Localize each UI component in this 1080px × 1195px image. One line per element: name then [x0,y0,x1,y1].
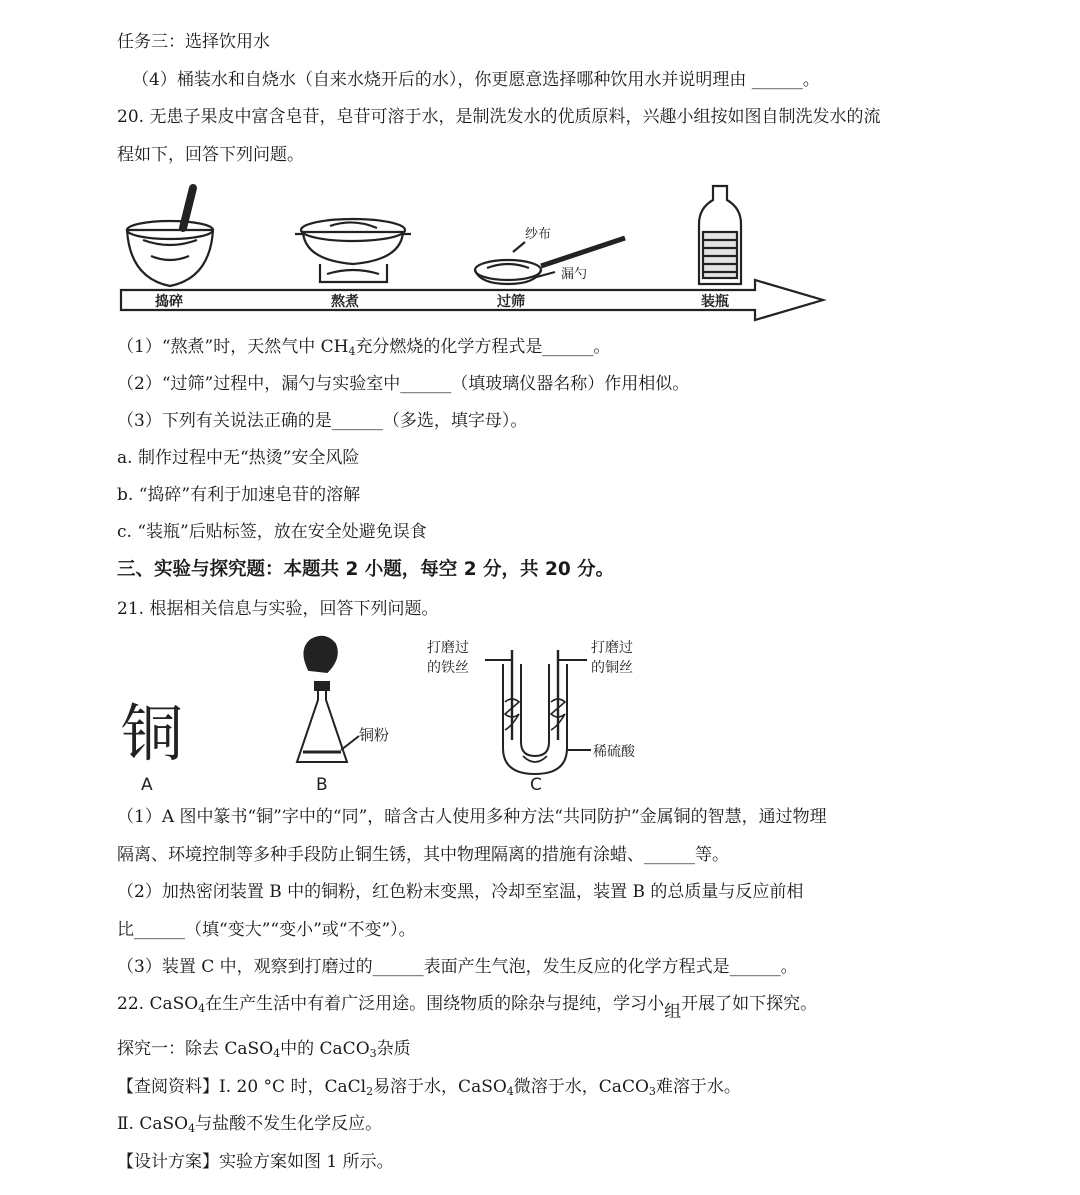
section-3-heading: 三、实验与探究题：本题共 2 小题，每空 2 分，共 20 分。 [117,559,615,580]
flow-step-3: 过筛 [497,294,525,310]
label-ladle: 漏勺 [561,267,588,282]
mortar-pestle-icon [127,188,213,286]
flask-balloon-icon [297,637,359,762]
question-20-line1: 20. 无患子果皮中富含皂苷，皂苷可溶于水，是制洗发水的优质原料，兴趣小组按如图自制洗发水的流 [117,107,881,127]
question-21-1-line2: 隔离、环境控制等多种手段防止铜生锈，其中物理隔离的措施有涂蜡、______等。 [117,845,729,865]
flow-step-2: 熬煮 [331,294,359,310]
option-a: a. 制作过程中无“热烫”安全风险 [117,448,360,468]
figure-label-a: A [141,775,153,795]
task3-title: 任务三：选择饮用水 [117,32,270,52]
pot-stove-icon [295,219,411,282]
question-20-2: （2）“过筛”过程中，漏勺与实验室中______（填玻璃仪器名称）作用相似。 [117,374,690,394]
experiment-21-figure [115,630,675,795]
figure-label-c: C [530,775,542,795]
bottle-icon [699,186,741,284]
label-gauze: 纱布 [525,227,552,242]
label-dilute-acid: 稀硫酸 [593,744,635,760]
question-21-2-line1: （2）加热密闭装置 B 中的铜粉，红色粉末变黑，冷却至室温，装置 B 的总质量与反应前相 [117,882,804,902]
info-1: 【查阅资料】Ⅰ. 20 °C 时，CaCl$_2$易溶于水，CaSO$_4$微溶于水，CaCO$_3$难溶于水。 [117,1077,741,1098]
option-b: b. “捣碎”有利于加速皂苷的溶解 [117,485,361,505]
flow-step-4: 装瓶 [701,294,729,310]
label-iron-wire-2: 的铁丝 [427,660,469,676]
question-20-3: （3）下列有关说法正确的是______（多选，填字母）。 [117,411,528,431]
question-20-1: （1）“熬煮”时，天然气中 $CH_4$充分燃烧的化学方程式是______。 [117,337,611,358]
question-21-3: （3）装置 C 中，观察到打磨过的______表面产生气泡，发生反应的化学方程式是______。 [117,957,798,977]
question-21: 21. 根据相关信息与实验，回答下列问题。 [117,599,439,619]
info-2: Ⅱ. CaSO$_4$与盐酸不发生化学反应。 [117,1114,383,1135]
question-22: 22. CaSO$_4$在生产生活中有着广泛用途。围绕物质的除杂与提纯，学习小组开展了如下探究。 [117,994,818,1022]
option-c: c. “装瓶”后贴标签，放在安全处避免误食 [117,522,427,542]
figure-label-b: B [316,775,328,795]
question-20-line2: 程如下，回答下列问题。 [117,145,304,165]
label-iron-wire-1: 打磨过 [427,640,469,656]
seal-character-tong: 铜 [121,697,184,770]
label-copper-wire-1: 打磨过 [591,640,633,656]
question-21-1-line1: （1）A 图中篆书“铜”字中的“同”，暗含古人使用多种方法“共同防护”金属铜的智慧，通过物理 [117,807,827,827]
label-copper-wire-2: 的铜丝 [591,660,633,676]
label-copper-powder: 铜粉 [359,726,390,744]
question-4: （4）桶装水和自烧水（自来水烧开后的水），你更愿意选择哪种饮用水并说明理由 ______。 [132,70,820,90]
sieve-ladle-icon [475,238,625,284]
question-21-2-line2: 比______（填“变大”“变小”或“不变”）。 [117,920,416,940]
shampoo-flow-figure [115,180,830,325]
exploration-1: 探究一：除去 CaSO$_4$中的 CaCO$_3$杂质 [117,1039,411,1060]
design-plan: 【设计方案】实验方案如图 1 所示。 [117,1152,394,1172]
u-tube-icon [485,650,591,774]
flow-step-1: 捣碎 [155,294,183,310]
